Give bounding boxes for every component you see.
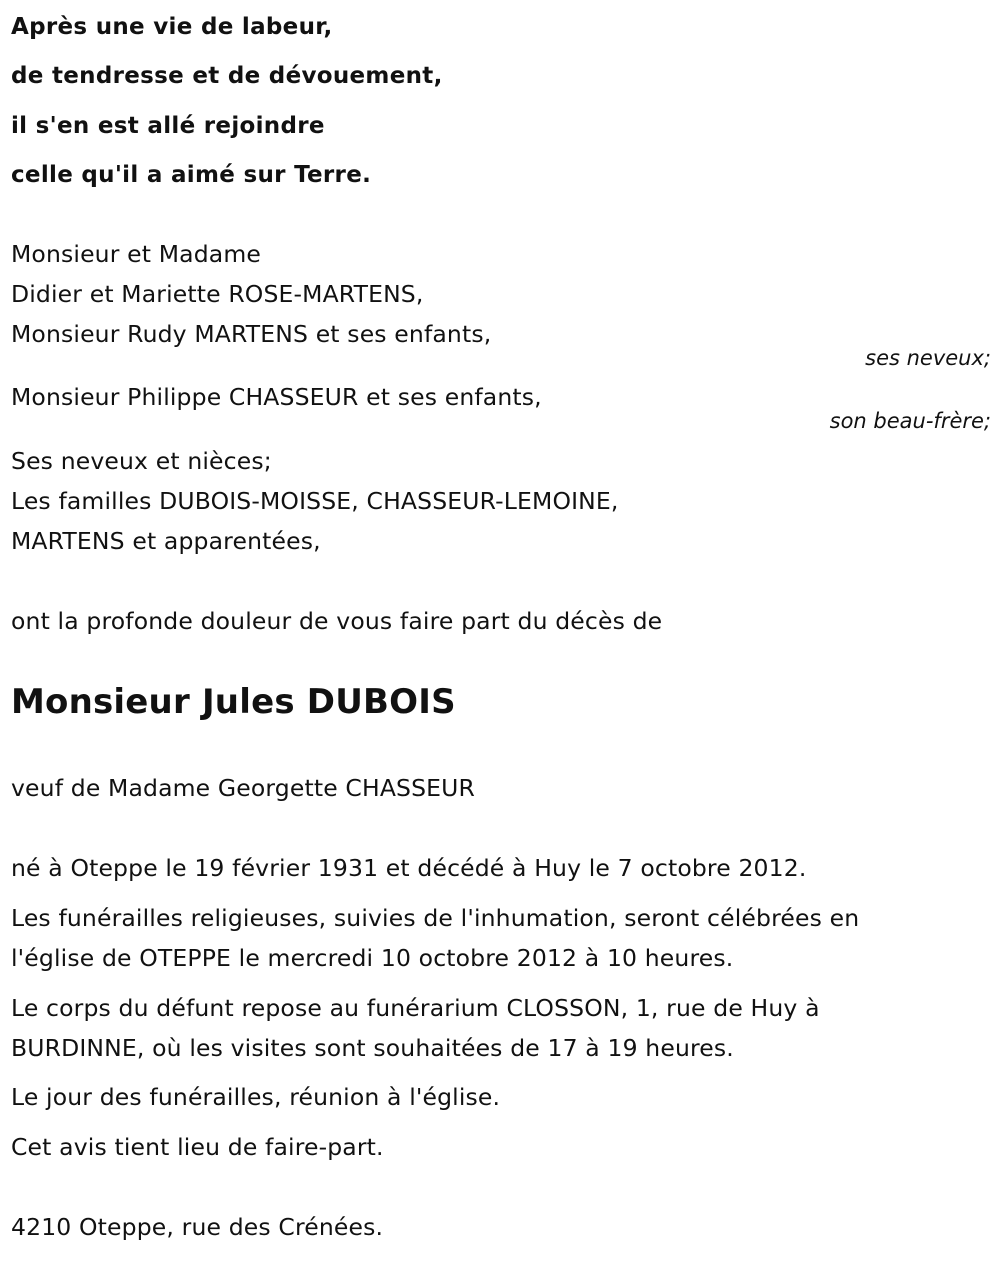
notice: Cet avis tient lieu de faire-part. [11,1133,384,1161]
birth-death: né à Oteppe le 19 février 1931 et décédé à Huy le 7 octobre 2012. [11,854,807,882]
meeting: Le jour des funérailles, réunion à l'église. [11,1083,501,1111]
poem-line-3: il s'en est allé rejoindre [11,113,325,139]
family-line-5: Ses neveux et nièces; [11,447,272,475]
deceased-name: Monsieur Jules DUBOIS [11,682,456,722]
widower-of: veuf de Madame Georgette CHASSEUR [11,774,476,802]
obituary-notice [11,0,991,1261]
viewing-line-1: Le corps du défunt repose au funérarium CLOSSON, 1, rue de Huy à [11,994,820,1022]
family-line-7: MARTENS et apparentées, [11,527,321,555]
family-line-3: Monsieur Rudy MARTENS et ses enfants, [11,320,492,348]
poem-line-4: celle qu'il a aimé sur Terre. [11,162,372,188]
funeral-line-1: Les funérailles religieuses, suivies de l'inhumation, seront célébrées en [11,904,860,932]
relation-nephews: ses neveux; [865,346,991,370]
funeral-line-2: l'église de OTEPPE le mercredi 10 octobre 2012 à 10 heures. [11,944,734,972]
poem-line-1: Après une vie de labeur, [11,14,333,40]
family-line-6: Les familles DUBOIS-MOISSE, CHASSEUR-LEMOINE, [11,487,619,515]
poem-line-2: de tendresse et de dévouement, [11,63,443,89]
family-line-2: Didier et Mariette ROSE-MARTENS, [11,280,424,308]
viewing-line-2: BURDINNE, où les visites sont souhaitées de 17 à 19 heures. [11,1034,734,1062]
relation-brother-in-law: son beau-frère; [829,409,991,433]
address: 4210 Oteppe, rue des Crénées. [11,1213,384,1241]
family-line-1: Monsieur et Madame [11,240,261,268]
family-line-4: Monsieur Philippe CHASSEUR et ses enfants, [11,383,542,411]
announcement: ont la profonde douleur de vous faire part du décès de [11,607,663,635]
